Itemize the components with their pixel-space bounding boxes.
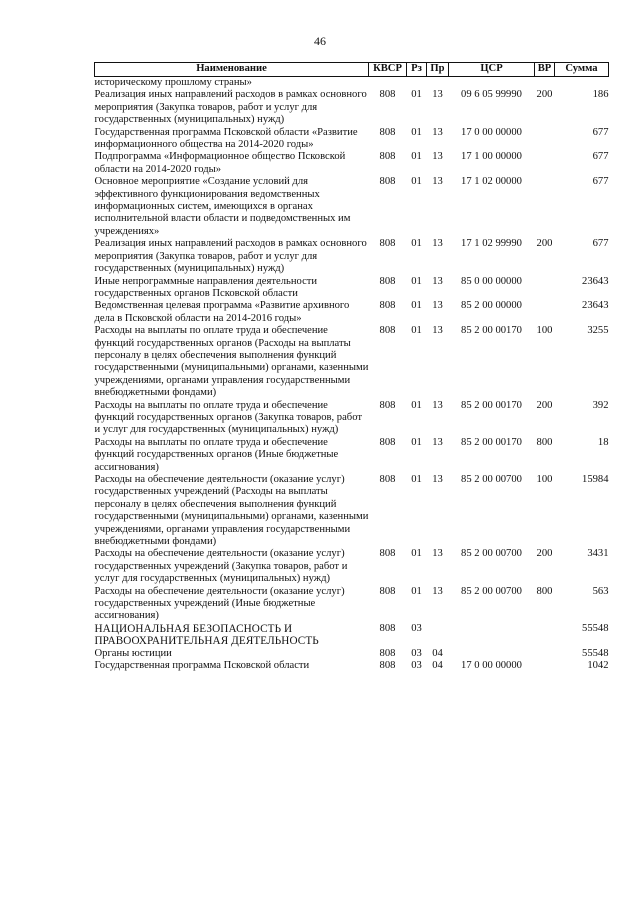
row-kvsr-cell: 808	[379, 300, 396, 312]
row-sum-cell: 23643	[582, 275, 609, 287]
row-rz-cell: 01	[411, 548, 422, 560]
row-name-cell: Реализация иных направлений расходов в рамках основного мероприятия (Закупка товаров, работ и услуг для государственных (муниципальных) нужд)	[94, 238, 367, 275]
row-pr-cell: 13	[432, 89, 443, 101]
row-vr-cell	[535, 176, 555, 238]
row-rz-cell: 01	[411, 176, 422, 188]
header-pr: Пр	[427, 63, 449, 77]
row-vr-cell: 100	[536, 325, 553, 337]
row-vr-cell: 200	[536, 89, 553, 101]
row-csr-cell: 17 0 00 00000	[461, 660, 522, 672]
header-name: Наименование	[95, 63, 369, 77]
table-row	[95, 623, 609, 648]
row-vr-cell	[535, 300, 555, 325]
row-rz-cell: 01	[411, 151, 422, 163]
row-kvsr-cell: 808	[379, 436, 396, 448]
row-pr-cell: 13	[432, 548, 443, 560]
row-pr-cell: 13	[432, 436, 443, 448]
row-kvsr-cell: 808	[379, 660, 396, 672]
row-csr-cell: 17 1 02 00000	[461, 176, 522, 188]
row-kvsr-cell: 808	[379, 548, 396, 560]
row-name-cell: Ведомственная целевая программа «Развитие архивного дела в Псковской области на 2014-2016 годы»	[94, 300, 350, 324]
row-csr-cell: 85 2 00 00170	[461, 325, 522, 337]
row-sum-cell: 677	[592, 238, 609, 250]
row-sum-cell: 392	[592, 399, 609, 411]
row-vr-cell	[535, 77, 555, 90]
row-sum-cell: 18	[597, 436, 609, 448]
table-row	[95, 400, 609, 437]
row-name-cell: Реализация иных направлений расходов в рамках основного мероприятия (Закупка товаров, работ и услуг для государственных (муниципальных) нужд)	[94, 89, 367, 126]
row-pr-cell: 13	[432, 399, 443, 411]
row-csr-cell: 85 2 00 00700	[461, 548, 522, 560]
row-pr-cell: 13	[432, 325, 443, 337]
row-csr-cell	[449, 623, 535, 648]
row-sum-cell: 55548	[582, 622, 609, 634]
table-row	[95, 151, 609, 176]
row-name-cell: Государственная программа Псковской области «Развитие информационного общества на 2014-2020 годы»	[94, 126, 358, 151]
row-pr-cell: 13	[432, 585, 443, 597]
row-name-cell: Расходы на выплаты по оплате труда и обеспечение функций государственных органов (Закупка товаров, работ и услуг для государственных (муниципальных) нужд)	[94, 399, 362, 436]
row-vr-cell	[535, 276, 555, 301]
row-kvsr-cell: 808	[379, 238, 396, 250]
header-sum: Сумма	[555, 63, 609, 77]
row-rz-cell: 01	[411, 399, 422, 411]
header-kvsr: КВСР	[369, 63, 407, 77]
row-rz-cell: 01	[411, 126, 422, 138]
table-row	[95, 300, 609, 325]
row-kvsr-cell: 808	[379, 399, 396, 411]
row-name-cell: НАЦИОНАЛЬНАЯ БЕЗОПАСНОСТЬ И ПРАВООХРАНИТЕЛЬНАЯ ДЕЯТЕЛЬНОСТЬ	[94, 622, 319, 648]
row-rz-cell: 01	[411, 325, 422, 337]
header-vr: ВР	[535, 63, 555, 77]
row-kvsr-cell: 808	[379, 126, 396, 138]
row-sum-cell: 677	[592, 151, 609, 163]
row-vr-cell: 200	[536, 548, 553, 560]
row-kvsr-cell: 808	[379, 176, 396, 188]
row-sum-cell: 1042	[587, 660, 609, 672]
row-rz-cell: 01	[411, 238, 422, 250]
table-row	[95, 89, 609, 126]
row-name-cell: Подпрограмма «Информационное общество Псковской области на 2014-2020 годы»	[94, 151, 346, 175]
row-kvsr-cell: 808	[379, 474, 396, 485]
table-row	[95, 437, 609, 474]
row-pr-cell: 13	[432, 151, 443, 163]
row-csr-cell: 17 1 02 99990	[461, 238, 522, 250]
row-vr-cell: 800	[536, 436, 553, 448]
row-pr-cell: 13	[432, 176, 443, 188]
table-row	[95, 176, 609, 238]
row-kvsr-cell	[369, 77, 407, 90]
table-row	[95, 276, 609, 301]
row-kvsr-cell: 808	[379, 622, 396, 634]
table-row	[95, 238, 609, 275]
row-rz-cell: 01	[411, 436, 422, 448]
row-name-cell: Расходы на выплаты по оплате труда и обеспечение функций государственных органов (Иные бюджетные ассигнования)	[94, 436, 339, 473]
row-csr-cell: 17 1 00 00000	[461, 151, 522, 163]
table-row	[95, 77, 609, 90]
row-csr-cell: 09 6 05 99990	[461, 89, 522, 101]
header-csr: ЦСР	[449, 63, 535, 77]
table-row	[95, 586, 609, 623]
row-csr-cell: 85 2 00 00700	[461, 474, 522, 485]
row-name-cell: Органы юстиции	[94, 647, 172, 659]
row-name-cell: историческому прошлому страны»	[94, 77, 252, 88]
row-pr-cell	[427, 77, 449, 90]
row-sum-cell: 677	[592, 126, 609, 138]
row-sum-cell: 23643	[582, 300, 609, 312]
row-pr-cell: 13	[432, 275, 443, 287]
row-pr-cell: 04	[432, 647, 443, 659]
row-csr-cell	[449, 648, 535, 660]
header-rz: Рз	[407, 63, 427, 77]
row-pr-cell: 13	[432, 238, 443, 250]
row-rz-cell: 01	[411, 585, 422, 597]
row-vr-cell: 800	[536, 585, 553, 597]
row-vr-cell: 200	[536, 399, 553, 411]
row-vr-cell	[535, 660, 555, 672]
row-kvsr-cell: 808	[379, 275, 396, 287]
row-csr-cell: 85 2 00 00700	[461, 585, 522, 597]
row-kvsr-cell: 808	[379, 585, 396, 597]
table-row	[95, 648, 609, 660]
row-csr-cell	[449, 77, 535, 90]
row-rz-cell	[407, 77, 427, 90]
row-name-cell: Расходы на обеспечение деятельности (оказание услуг) государственных учреждений (Расходы на выплаты персоналу в целях обеспечения выполнения функций государственными (муниципальными) органами, казенными учреждениями, органами управления государственными внебюджетными фондами)	[94, 474, 369, 548]
row-rz-cell: 01	[411, 275, 422, 287]
row-rz-cell: 01	[411, 474, 422, 485]
row-rz-cell: 03	[411, 622, 422, 634]
row-name-cell: Иные непрограммные направления деятельности государственных органов Псковской области	[94, 275, 318, 299]
row-sum-cell: 15984	[582, 474, 609, 485]
row-vr-cell	[535, 623, 555, 648]
row-pr-cell: 13	[432, 126, 443, 138]
row-csr-cell: 17 0 00 00000	[461, 126, 522, 138]
row-name-cell: Расходы на выплаты по оплате труда и обеспечение функций государственных органов (Расходы на выплаты персоналу в целях обеспечения выполнения функций государственными (муниципальными) органами, казенными учреждениями, органами управления государственными внебюджетными фондами)	[94, 325, 369, 399]
row-pr-cell: 13	[432, 300, 443, 312]
budget-table	[94, 62, 609, 673]
row-rz-cell: 03	[411, 660, 422, 672]
row-kvsr-cell: 808	[379, 151, 396, 163]
row-sum-cell: 186	[592, 89, 609, 101]
row-name-cell: Расходы на обеспечение деятельности (оказание услуг) государственных учреждений (Закупка товаров, работ и услуг для государственных (муниципальных) нужд)	[94, 548, 348, 585]
row-vr-cell	[535, 127, 555, 152]
row-name-cell: Государственная программа Псковской области	[94, 660, 310, 672]
row-sum-cell	[555, 77, 609, 90]
row-sum-cell: 55548	[582, 647, 609, 659]
table-row	[95, 325, 609, 399]
row-name-cell: Расходы на обеспечение деятельности (оказание услуг) государственных учреждений (Иные бюджетные ассигнования)	[94, 585, 345, 622]
row-vr-cell	[535, 151, 555, 176]
table-row	[95, 660, 609, 672]
row-rz-cell: 01	[411, 300, 422, 312]
row-csr-cell: 85 2 00 00170	[461, 399, 522, 411]
table-row	[95, 127, 609, 152]
row-csr-cell: 85 0 00 00000	[461, 275, 522, 287]
row-kvsr-cell: 808	[379, 647, 396, 659]
row-vr-cell: 100	[536, 474, 553, 485]
row-sum-cell: 677	[592, 176, 609, 188]
row-name-cell: Основное мероприятие «Создание условий для эффективного функционирования ведомственных информационных систем, имеющихся в органах исполнительной власти области и подведомственных им учреждениях»	[94, 176, 351, 237]
row-pr-cell: 13	[432, 474, 443, 485]
row-pr-cell	[427, 623, 449, 648]
row-kvsr-cell: 808	[379, 89, 396, 101]
row-sum-cell: 3431	[587, 548, 609, 560]
table-row	[95, 548, 609, 585]
table-header-row	[95, 63, 609, 77]
page-number: 46	[314, 34, 326, 48]
row-rz-cell: 03	[411, 647, 422, 659]
row-csr-cell: 85 2 00 00170	[461, 436, 522, 448]
row-csr-cell: 85 2 00 00000	[461, 300, 522, 312]
row-sum-cell: 563	[592, 585, 609, 597]
row-pr-cell: 04	[432, 660, 443, 672]
table-row	[95, 474, 609, 548]
row-sum-cell: 3255	[587, 325, 609, 337]
row-kvsr-cell: 808	[379, 325, 396, 337]
row-vr-cell: 200	[536, 238, 553, 250]
row-vr-cell	[535, 648, 555, 660]
row-rz-cell: 01	[411, 89, 422, 101]
